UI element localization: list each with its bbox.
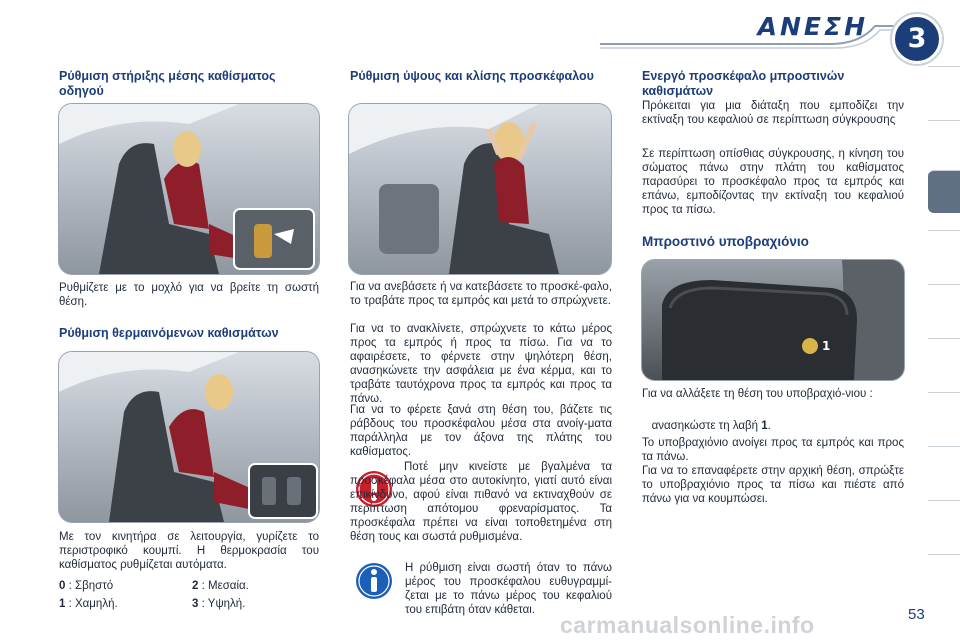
lumbar-support-heading: Ρύθμιση στήριξης μέσης καθίσματος οδηγού [59, 69, 276, 98]
page-number: 53 [908, 606, 925, 623]
setting-3 [192, 597, 245, 611]
chapter-number-badge: 3 [892, 14, 942, 64]
chapter-tab[interactable] [928, 338, 960, 375]
headrest-para-1: Για να ανεβάσετε ή να κατεβάσετε το προσκέ-φαλο, το τραβάτε προς τα εμπρός και μετά το σπρώχνετε. [350, 281, 612, 307]
chapter-tab[interactable] [928, 500, 960, 537]
setting-label: : Σβηστό [65, 580, 114, 592]
info-text: Η ρύθμιση είναι σωστή όταν το πάνω μέρος του προσκέφαλου ευθυγραμμί-ζεται με το πάνω μέρος του κεφαλιού του επιβάτη όταν κάθεται. [405, 562, 612, 616]
chapter-tab[interactable] [928, 284, 960, 321]
armrest-para-1: Για να αλλάξετε τη θέση του υποβραχιό-νιου : [642, 388, 873, 400]
armrest-heading: Μπροστινό υποβραχιόνιο [642, 234, 809, 249]
armrest-para-3: Για να το επαναφέρετε στην αρχική θέση, σπρώξτε το υποβραχιόνιο προς τα πίσω και πιέστε από πάνω για να κουμπώσει. [642, 465, 904, 505]
setting-key: 1 [59, 598, 66, 610]
setting-key: 2 [192, 580, 199, 592]
lumbar-support-text: Ρυθμίζετε με το μοχλό για να βρείτε τη σωστή θέση. [59, 282, 319, 308]
info-icon [355, 562, 393, 600]
headrest-adjust-heading: Ρύθμιση ύψους και κλίσης προσκέφαλου [350, 69, 594, 83]
chapter-tabs [928, 66, 960, 626]
chapter-tab[interactable] [928, 554, 960, 591]
setting-label: : Μεσαία. [198, 580, 249, 592]
setting-label: : Χαμηλή. [65, 598, 118, 610]
chapter-tab[interactable] [928, 446, 960, 483]
heated-seats-heading: Ρύθμιση θερμαινόμενων καθισμάτων [59, 326, 279, 340]
svg-text:1: 1 [822, 339, 831, 353]
chapter-title: ΑΝΕΣΗ [757, 12, 868, 41]
setting-0 [59, 579, 113, 593]
active-headrest-para-1: Πρόκειται για μια διάταξη που εμποδίζει την εκτίναξη του κεφαλιού σε περίπτωση σύγκρουσης [642, 100, 904, 126]
chapter-tab[interactable] [928, 392, 960, 429]
headrest-photo [348, 103, 612, 275]
warning-text: Ποτέ μην κινείστε με βγαλμένα τα προσκέφαλα μέσα στο αυτοκίνητο, γιατί αυτό είναι επικίνδυνο, αφού είναι πιθανό να εκτιναχθούν σε περίπτωση απότομου φρεναρίσματος. Τα προσκέφαλα πρέπει να είναι τοποθετημένα στη θέση τους και σωστά ρυθμισμένα. [350, 461, 612, 543]
setting-key: 0 [59, 580, 66, 592]
chapter-tab[interactable] [928, 66, 960, 103]
chapter-tab-active[interactable] [928, 170, 960, 213]
bullet-bold: 1 [761, 420, 768, 432]
armrest-photo [641, 259, 905, 381]
chapter-tab[interactable] [928, 230, 960, 267]
headrest-para-3: Για να το φέρετε ξανά στη θέση του, βάζετε τις ράβδους του προσκέφαλου μέσα στα ανοίγ-ματα παράλληλα με τον άξονα της πλάτης του καθίσματος. [350, 404, 612, 458]
setting-label: : Υψηλή. [198, 598, 246, 610]
headrest-para-2: Για να το ανακλίνετε, σπρώχνετε το κάτω μέρος προς τα εμπρός ή προς τα πίσω. Για να το αφαιρέσετε, το φέρνετε στην ψηλότερη θέση, ανασηκώνετε την ασφάλεια με ένα κέρμα, και το τραβάτε ταυτόχρονα προς τα εμπρός και προς τα πάνω. [350, 323, 612, 405]
bullet-text: ανασηκώστε τη λαβή [651, 420, 762, 432]
bullet-end: . [767, 420, 771, 432]
heated-seats-text: Με τον κινητήρα σε λειτουργία, γυρίζετε το περιστροφικό κουμπί. Η θερμοκρασία του καθίσματος ρυθμίζεται αυτόματα. [59, 531, 319, 571]
setting-2 [192, 579, 249, 593]
armrest-para-2: Το υποβραχιόνιο ανοίγει προς τα εμπρός και προς τα πάνω. [642, 437, 904, 463]
heated-seats-photo [58, 351, 320, 523]
setting-1 [59, 597, 118, 611]
setting-key: 3 [192, 598, 199, 610]
active-headrest-heading: Ενεργό προσκέφαλο μπροστινών καθισμάτων [642, 69, 845, 98]
active-headrest-para-2: Σε περίπτωση οπίσθιας σύγκρουσης, η κίνηση του σώματος πάνω στην πλάτη του καθίσματος παρασύρει το προσκέφαλο προς τα εμπρός και επάνω, εμποδίζοντας την εκτίναξη του κεφαλιού προς τα πίσω. [642, 148, 904, 216]
chapter-tab[interactable] [928, 120, 960, 157]
lumbar-support-photo [58, 103, 320, 275]
armrest-bullet [642, 418, 904, 433]
watermark: carmanualsonline.info [560, 612, 815, 638]
